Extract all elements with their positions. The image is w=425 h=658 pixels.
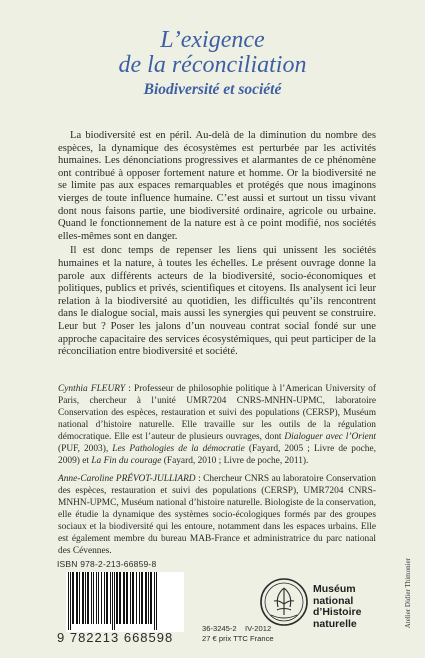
barcode-bar <box>130 572 131 624</box>
barcode-bar <box>154 572 155 630</box>
author-1-bio-part-3: (Fayard, 2005 ; Livre de poche, 2009) et <box>58 444 376 466</box>
barcode-bar <box>110 572 111 624</box>
barcode-bar <box>145 572 147 624</box>
print-date: IV-2012 <box>245 624 272 633</box>
barcode-bar <box>114 572 115 630</box>
isbn-label: ISBN 978-2-213-66859-8 <box>57 559 157 569</box>
barcode-bar <box>104 572 105 624</box>
barcode-bar <box>116 572 118 624</box>
barcode-bar <box>101 572 102 624</box>
barcode-bar <box>141 572 143 624</box>
barcode-icon <box>66 572 184 632</box>
barcode-bar <box>79 572 80 624</box>
author-name-2: Anne-Caroline PRÉVOT-JULLIARD <box>58 474 196 484</box>
author-2-bio: : Chercheur CNRS au laboratoire Conservation des espèces, restauration et suivi des populations (CERSP), UMR7204 CNRS-MNHN-UPMC, Muséum national d’histoire naturelle. Biologiste de la conservation, elle étudie la dynamique des systèmes socio-écologiques formés par des groupes sociaux et la biodiversité qui les entoure, notamment dans les espaces urbains. Elle est également membre du bureau MAB-France et administratrice du parc national des Cévennes. <box>58 474 376 556</box>
barcode-bar <box>85 572 86 624</box>
author-1-book-1: Dialoguer avec l’Orient <box>284 432 377 442</box>
blurb-paragraph-2: Il est donc temps de repenser les liens qui unissent les sociétés humaines et la nature, à toutes les échelles. Le présent ouvrage donne la parole aux différents acteurs de la biodiversité, socio-économiques et politiques, publics et privés, scientifiques et citoyens. Ils analysent ici leur relation à la biodiversité au quotidien, les difficultés qu’ils rencontrent dans le dialogue social, mais aussi les synergies qui peuvent se construire. Leur but ? Poser les jalons d’un nouveau contrat social fondé sur une approche capacitaire des services écosystémiques, qui peut participer de la réconciliation entre biodiversité et société. <box>58 245 376 358</box>
barcode-bar <box>72 572 74 624</box>
author-bio-2 <box>58 473 376 557</box>
barcode-bar <box>156 572 157 630</box>
author-bio-1 <box>58 383 376 467</box>
barcode-bar <box>150 572 152 624</box>
author-1-bio-part-1: : Professeur de philosophie politique à l’American University of Paris, chercheur à l’unité UMR7204 CNRS-MNHN-UPMC, laboratoire Conservation des espèces, restauration et suivi des populations (CERSP), Muséum national d’histoire naturelle. Elle travaille sur les outils de la régulation démocratique. Elle est l’auteur de plusieurs ouvrages, dont <box>58 384 376 442</box>
barcode-bar <box>106 572 108 624</box>
barcode-bar <box>76 572 78 624</box>
author-bios <box>58 383 376 563</box>
barcode-bar <box>70 572 71 630</box>
barcode-bar <box>82 572 84 624</box>
museum-name <box>313 584 361 630</box>
museum-name-line-1: Muséum <box>313 583 356 595</box>
book-subtitle: Biodiversité et société <box>143 81 282 98</box>
title-block <box>0 28 425 100</box>
barcode-bar <box>119 572 121 624</box>
author-1-book-2: Les Pathologies de la démocratie <box>112 444 245 454</box>
museum-name-line-4: naturelle <box>313 617 357 630</box>
product-code: 36-3245-2 <box>202 624 237 633</box>
design-credit: Atelier Didier Thimonier <box>404 558 412 629</box>
author-1-bio-part-2: (PUF, 2003), <box>58 444 113 454</box>
barcode-bar <box>139 572 140 624</box>
barcode-bar <box>93 572 94 624</box>
book-title-line-2: de la réconciliation <box>118 52 307 78</box>
author-1-bio-part-4: (Fayard, 2010 ; Livre de poche, 2011). <box>161 456 309 466</box>
barcode-bar <box>96 572 97 624</box>
barcode-bar <box>123 572 125 624</box>
museum-name-line-2: national <box>313 594 354 607</box>
book-title-line-1: L’exigence <box>160 27 265 53</box>
price: 27 € prix TTC France <box>202 634 274 643</box>
barcode-bar <box>112 572 113 630</box>
author-1-book-3: La Fin du courage <box>91 456 162 466</box>
barcode-bar <box>132 572 134 624</box>
blurb <box>58 130 376 361</box>
barcode-digits: 9 782213 668598 <box>57 630 174 645</box>
barcode-bar <box>68 572 69 630</box>
blurb-paragraph-1: La biodiversité est en péril. Au-delà de la diminution du nombre des espèces, la dynamique des écosystèmes est perturbée par les activités humaines. Les dénonciations progressives et alarmantes de ce phénomène ont contribué à opposer fortement nature et homme. Or la biodiversité ne se limite pas aux espaces remarquables et protégés que nous imaginons vierges de toute influence humaine. C’est aussi et surtout un tissu vivant dont nous faisons partie, une biodiversité ordinaire, agricole ou urbaine. Quand le fonctionnement de la nature est à ce point modifié, nos sociétés elles-mêmes sont en danger. <box>58 130 376 242</box>
barcode-bar <box>87 572 89 624</box>
barcode-bar <box>148 572 149 624</box>
barcode-bar <box>126 572 128 624</box>
barcode-bar <box>136 572 137 624</box>
museum-name-line-3: d’Histoire <box>313 606 362 618</box>
barcode-block <box>57 572 189 650</box>
barcode-bar <box>98 572 99 624</box>
barcode-bar <box>91 572 92 624</box>
museum-seal-icon <box>259 577 309 627</box>
author-name-1: Cynthia FLEURY <box>58 384 126 394</box>
